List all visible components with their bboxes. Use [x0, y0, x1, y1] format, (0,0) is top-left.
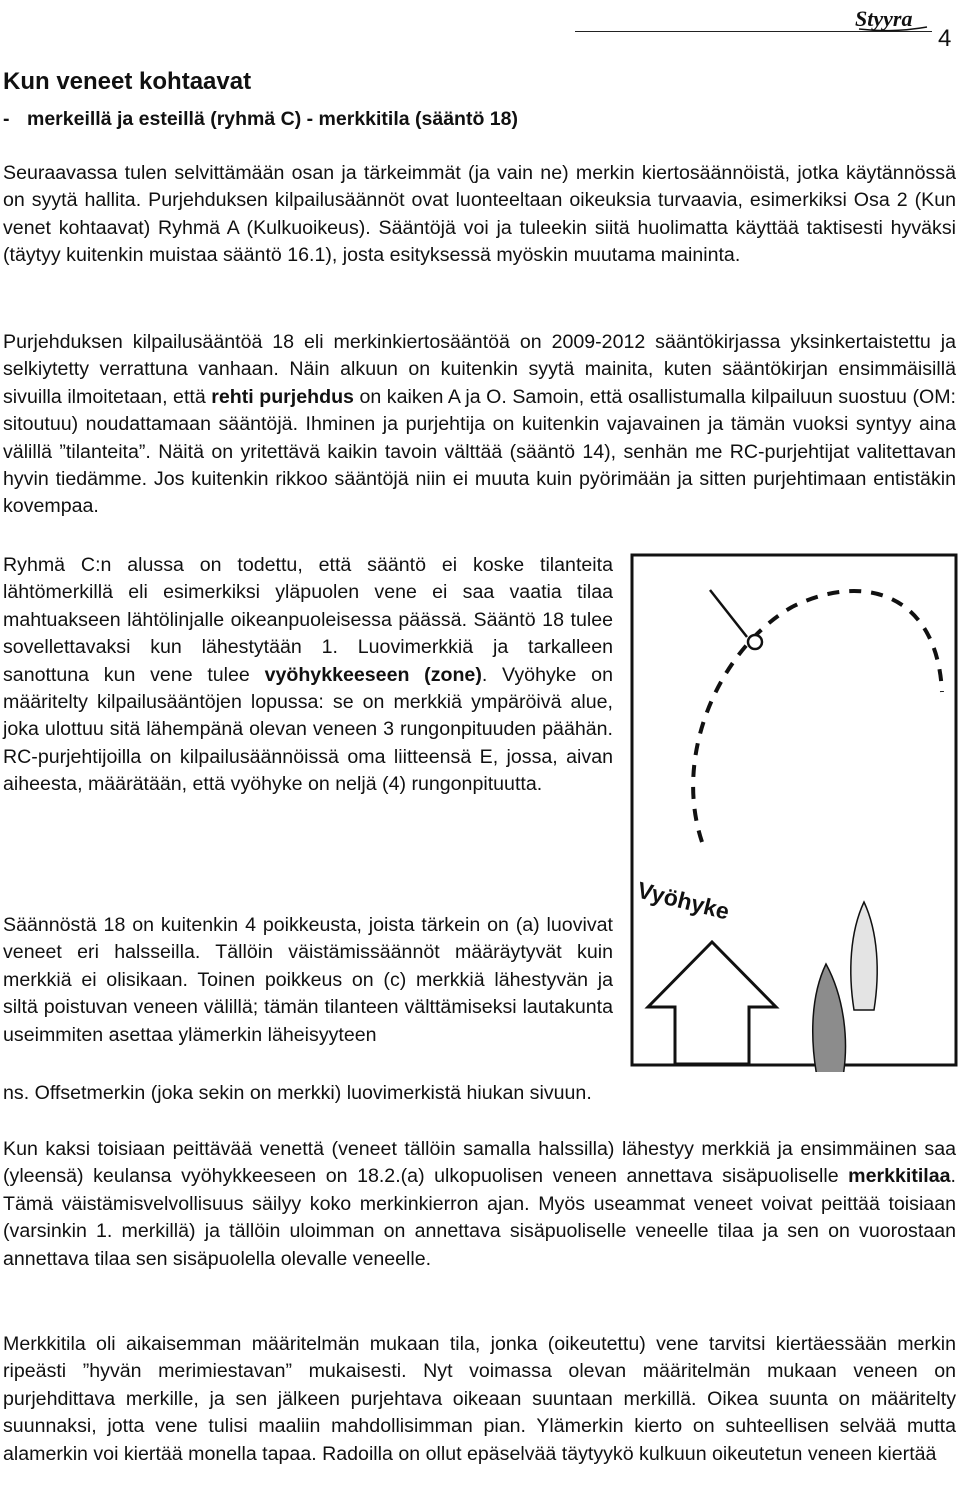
emphasis-zone: vyöhykkeeseen (zone) [264, 663, 482, 686]
paragraph-rule-18-text-a: Purjehduksen kilpailusääntöä 18 eli merkinkiertosääntöä on 2009-2012 sääntökirjassa yksinkertaistettu ja selkiytetty verrattuna vanhaan. Näin alkuun on kuitenkin syytä mainita, kuten sääntökirjan ensimmäisillä sivuilla ilmoitetaan, että [3, 331, 956, 408]
svg-text:Styyra: Styyra [855, 6, 913, 31]
zone-label: Vyöhyke [634, 876, 733, 925]
paragraph-overlap [3, 1136, 956, 1273]
page-title: Kun veneet kohtaavat [3, 68, 252, 95]
paragraph-overlap-text-b: . Tämä väistämisvelvollisuus säilyy koko merkinkierron ajan. Myös useammat veneet voivat peittää toisiaan (varsinkin 1. merkillä) ja tällöin uloimman on annettava sisäpuoliselle veneelle tilaa ja sen on vuorostaan annettava tilaa sen sisäpuolella olevalle veneelle. [3, 1165, 956, 1270]
paragraph-exceptions-tail: ns. Offsetmerkin (joka sekin on merkki) luovimerkistä hiukan sivuun. [3, 1082, 592, 1104]
paragraph-mark-room: Merkkitila oli aikaisemman määritelmän mukaan tila, jonka (oikeutettu) vene tarvitsi kiertäessään merkin ripeästi ”hyvän merimiestavan” mukaisesti. Nyt voimassa olevan määritelmän mukaan veneen on purjehdittava merkille, ja sen jälkeen purjehtava oikeaan suuntaan merkillä. Oikea suunta on määritelty suunnaksi, jotta vene tulisi maaliin mahdollisimman pian. Ylämerkin kierto on suhteellisen selvää mutta alamerkin voi kiertää monella tapaa. Radoilla on ollut epäselvää täytyykö kulkuun oikeutetun veneen kiertää [3, 1333, 956, 1465]
paragraph-exceptions: Säännöstä 18 on kuitenkin 4 poikkeusta, joista tärkein on (a) luovivat veneet eri halsseilla. Tällöin väistämissäännöt määräytyvät kuin merkkiä ei olisikaan. Toinen poikkeus on (c) merkkiä lähestyvän ja siltä poistuvan veneen välillä; tämän tilanteen välttämiseksi lautakunta useimmiten asettaa ylämerkin läheisyyteen [3, 914, 613, 1046]
paragraph-overlap-text-a: Kun kaksi toisiaan peittävää venettä (veneet tällöin samalla halssilla) lähestyy merkkiä ja ensimmäinen saa (yleensä) keulansa vyöhykkeeseen on 18.2.(a) ulkopuolisen veneen annettava sisäpuoliselle [3, 1138, 956, 1188]
paragraph-intro: Seuraavassa tulen selvittämään osan ja tärkeimmät (ja vain ne) merkin kiertosäännöistä, jotka käytännössä on syytä hallita. Purjehduksen kilpailusäännöt ovat luonteeltaan oikeuksia turvaavia, esimerkiksi Osa 2 (Kun venet kohtaavat) Ryhmä A (Kulkuoikeus). Sääntöjä voi ja tuleekin siitä huolimatta käyttää taktisesti hyväksi (täytyy kuitenkin muistaa sääntö 16.1), josta esityksessä myöskin muutama maininta. [3, 162, 956, 267]
styyra-logo [853, 2, 931, 36]
paragraph-rule-18 [3, 329, 956, 521]
zone-diagram [612, 552, 960, 1072]
mark-buoy [748, 635, 762, 649]
subtitle-text: merkeillä ja esteillä (ryhmä C) - merkkitila (sääntö 18) [27, 108, 518, 130]
paragraph-group-c-text-a: Ryhmä C:n alussa on todettu, että sääntö ei koske tilanteita lähtömerkillä eli esimerkiksi yläpuolen vene ei saa vaatia tilaa mahtuakseen lähtölinjalle oikeanpuoleisessa päässä. Sääntö 18 tulee sovellettavaksi kun lähestytään 1. Luovimerkkiä ja tarkalleen sanottuna kun vene tulee [3, 554, 613, 686]
subtitle-dash: - [3, 108, 10, 130]
page-subtitle [3, 105, 518, 133]
emphasis-mark-room: merkkitilaa [848, 1165, 951, 1188]
paragraph-rule-18-text-b: on kaiken A ja O. Samoin, että osallistumalla kilpailuun suostuu (OM: sitoutuu) noudattamaan sääntöjä. Ihminen ja purjehtija on kuitenkin vajavainen ja tämän vuoksi syntyy aina välillä ”tilanteita”. Näitä on yritettävä kaikin tavoin välttää (sääntö 14), senhän me RC-purjehtijat valitettavan hyvin tiedämme. Jos kuitenkin rikkoo sääntöjä niin ei muuta kuin pyörimään ja sitten purjehtimaan entistäkin kovempaa. [3, 385, 956, 518]
paragraph-group-c [3, 552, 613, 799]
page-number: 4 [938, 25, 952, 52]
emphasis-fair-sailing: rehti purjehdus [211, 385, 354, 408]
paragraph-group-c-text-b: . Vyöhyke on määritelty kilpailusääntöjen lopussa: se on merkkiä ympäröivä alue, joka ulottuu sitä lähempänä olevan veneen 3 rungonpituuden päähän. RC-purjehtijoilla on kilpailusäännöissä oma liitteensä E, jossa, aivan aiheesta, määrätään, että vyöhyke on neljä (4) rungonpituutta. [3, 663, 613, 796]
